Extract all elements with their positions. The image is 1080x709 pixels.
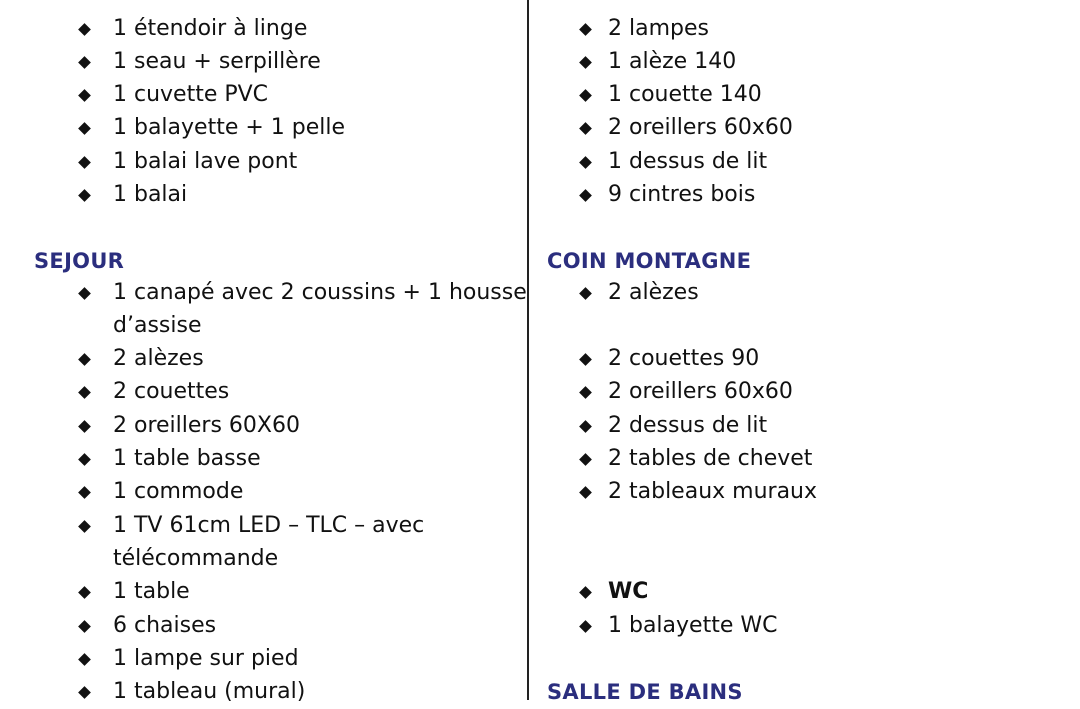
bullet-icon bbox=[78, 156, 91, 169]
bullet-icon bbox=[579, 620, 592, 633]
bullet-icon bbox=[78, 453, 91, 466]
list-item: 1 balai bbox=[113, 182, 188, 207]
bullet-icon bbox=[579, 386, 592, 399]
bullet-icon bbox=[78, 56, 91, 69]
bullet-icon bbox=[78, 23, 91, 36]
list-item: 2 oreillers 60X60 bbox=[113, 413, 300, 438]
bullet-icon bbox=[579, 156, 592, 169]
list-item: 2 tableaux muraux bbox=[608, 479, 818, 504]
bullet-icon bbox=[579, 287, 592, 300]
list-item: 2 tables de chevet bbox=[608, 446, 813, 471]
bullet-icon bbox=[78, 189, 91, 202]
list-item-continuation: d’assise bbox=[113, 313, 202, 338]
list-item: 1 table bbox=[113, 579, 190, 604]
list-item: 2 lampes bbox=[608, 16, 709, 41]
list-item: 1 lampe sur pied bbox=[113, 646, 299, 671]
bullet-icon bbox=[78, 686, 91, 699]
list-item: 1 cuvette PVC bbox=[113, 82, 269, 107]
bullet-icon bbox=[78, 520, 91, 533]
section-label-wc: WC bbox=[608, 579, 649, 604]
list-item: 1 couette 140 bbox=[608, 82, 762, 107]
bullet-icon bbox=[78, 386, 91, 399]
bullet-icon bbox=[579, 420, 592, 433]
bullet-icon bbox=[579, 486, 592, 499]
list-item: 2 dessus de lit bbox=[608, 413, 768, 438]
bullet-icon bbox=[579, 453, 592, 466]
list-item: 2 oreillers 60x60 bbox=[608, 379, 793, 404]
bullet-icon bbox=[78, 586, 91, 599]
list-item: 1 table basse bbox=[113, 446, 261, 471]
list-item: 1 étendoir à linge bbox=[113, 16, 308, 41]
list-item: 9 cintres bois bbox=[608, 182, 756, 207]
list-item: 1 TV 61cm LED – TLC – avec bbox=[113, 513, 425, 538]
bullet-icon bbox=[78, 420, 91, 433]
bullet-icon bbox=[78, 653, 91, 666]
bullet-icon bbox=[579, 56, 592, 69]
list-item: 1 canapé avec 2 coussins + 1 housse bbox=[113, 280, 527, 305]
list-item: 2 alèzes bbox=[608, 280, 699, 305]
bullet-icon bbox=[78, 122, 91, 135]
list-item: 1 balayette WC bbox=[608, 613, 778, 638]
section-heading-sejour: SEJOUR bbox=[34, 249, 125, 273]
list-item: 1 dessus de lit bbox=[608, 149, 768, 174]
bullet-icon bbox=[579, 586, 592, 599]
list-item: 2 couettes 90 bbox=[608, 346, 760, 371]
list-item: 1 seau + serpillère bbox=[113, 49, 321, 74]
list-item: 1 balayette + 1 pelle bbox=[113, 115, 346, 140]
list-item: 2 oreillers 60x60 bbox=[608, 115, 793, 140]
list-item: 2 alèzes bbox=[113, 346, 204, 371]
list-item-continuation: télécommande bbox=[113, 546, 279, 571]
section-heading-salle-de-bains: SALLE DE BAINS bbox=[547, 680, 743, 704]
bullet-icon bbox=[78, 89, 91, 102]
bullet-icon bbox=[78, 287, 91, 300]
list-item: 6 chaises bbox=[113, 613, 217, 638]
bullet-icon bbox=[78, 620, 91, 633]
list-item: 2 couettes bbox=[113, 379, 230, 404]
section-heading-coin-montagne: COIN MONTAGNE bbox=[547, 249, 752, 273]
bullet-icon bbox=[579, 122, 592, 135]
list-item: 1 alèze 140 bbox=[608, 49, 737, 74]
list-item: 1 commode bbox=[113, 479, 244, 504]
list-item: 1 tableau (mural) bbox=[113, 679, 306, 704]
list-item: 1 balai lave pont bbox=[113, 149, 298, 174]
bullet-icon bbox=[579, 23, 592, 36]
bullet-icon bbox=[579, 353, 592, 366]
bullet-icon bbox=[579, 89, 592, 102]
column-divider bbox=[527, 0, 529, 700]
bullet-icon bbox=[78, 353, 91, 366]
bullet-icon bbox=[579, 189, 592, 202]
bullet-icon bbox=[78, 486, 91, 499]
